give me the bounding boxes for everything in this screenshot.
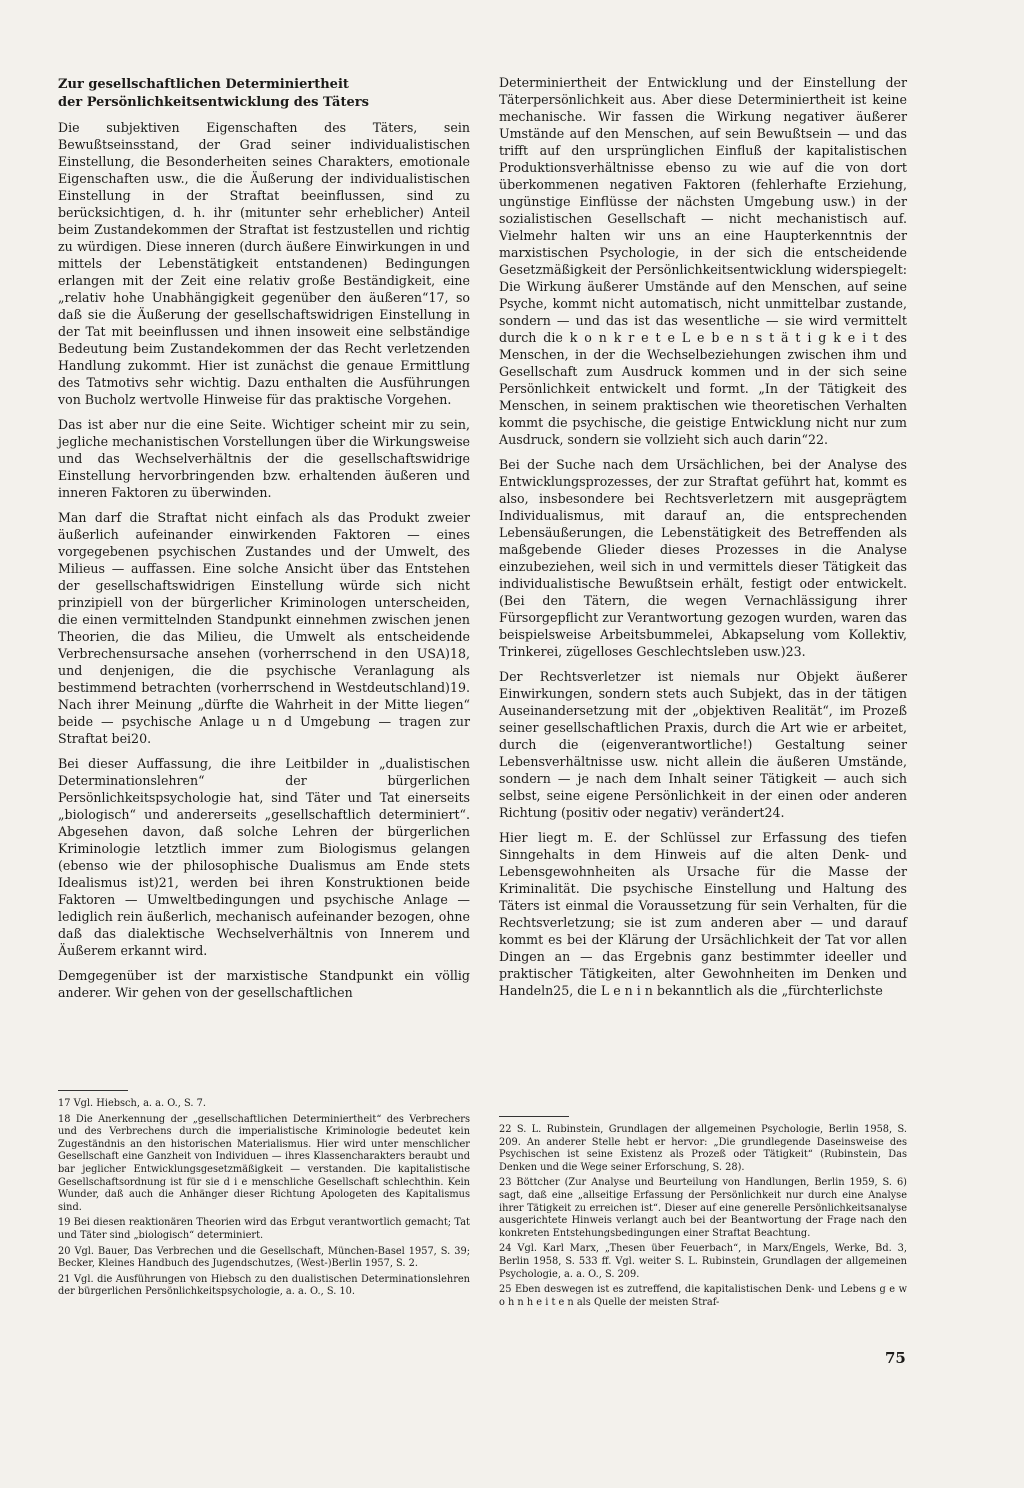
footnote: 19 Bei diesen reaktionären Theorien wird das Erbgut verantwortlich gemacht; Tat und Täter sind „biologisch“ determiniert.: [58, 1217, 470, 1241]
paragraph: Hier liegt m. E. der Schlüssel zur Erfassung des tiefen Sinngehalts in dem Hinweis auf die alten Denk- und Lebensgewohnheiten als Ursache für die Masse der Kriminalität. Die psychische Einstellung und Haltung des Täters ist einmal die Voraussetzung für sein Verhalten, für die Rechtsverletzung; sie ist zum anderen aber — und darauf kommt es bei der Klärung der Ursächlichkeit der Tat vor allen Dingen an — das Ergebnis ganz bestimmter ideeller und praktischer Tätigkeiten, alter Gewohnheiten im Denken und Handeln25, die L e n i n bekanntlich als die „fürchterlichste: [499, 830, 907, 998]
footnote: 17 Vgl. Hiebsch, a. a. O., S. 7.: [58, 1098, 206, 1109]
paragraph: Determiniertheit der Entwicklung und der Einstellung der Täterpersönlichkeit aus. Aber diese Determiniertheit ist keine mechanische. Wir fassen die Wirkung negativer äußerer Umstände auf den Menschen, auf sein Bewußtsein — und das trifft auf den ursprünglichen Einfluß der kapitalistischen Produktionsverhältnisse ebenso zu wie auf die von dort überkommenen negativen Faktoren (fehlerhafte Erziehung, ungünstige Einflüsse der nächsten Umgebung usw.) in der sozialistischen Gesellschaft — nicht mechanistisch auf. Vielmehr halten wir uns an eine Haupterkenntnis der marxistischen Psychologie, in der sich die entscheidende Gesetzmäßigkeit der Persönlichkeitsentwicklung widerspiegelt: Die Wirkung äußerer Umstände auf den Menschen, auf seine Psyche, kommt nicht automatisch, nicht unmittelbar zustande, sondern — und das ist das wesentliche — sie wird vermittelt durch die k o n k r e t e L e b e n s t ä t i g k e i t des Menschen, in der die Wechselbeziehungen zwischen ihm und Gesellschaft zum Ausdruck kommen und in der sich seine Persönlichkeit entwickelt und formt. „In der Tätigkeit des Menschen, in seinem praktischen wie theoretischen Verhalten kommt die psychische, die geistige Entwicklung nicht nur zum Ausdruck, sondern sie vollzieht sich auch darin“22.: [499, 75, 907, 447]
left-column: [58, 76, 470, 1009]
footnote: 24 Vgl. Karl Marx, „Thesen über Feuerbach“, in Marx/Engels, Werke, Bd. 3, Berlin 1958, S. 533 ff. Vgl. weiter S. L. Rubinstein, Grundlagen der allgemeinen Psychologie, a. a. O., S. 209.: [499, 1243, 907, 1280]
right-footnotes: [499, 1124, 907, 1312]
paragraph: Die subjektiven Eigenschaften des Täters, sein Bewußtseinsstand, der Grad seiner individualistischen Einstellung, die Besonderheiten seines Charakters, emotionale Eigenschaften usw., die die Äußerung der individualistischen Einstellung in der Straftat beeinflussen, sind zu berücksichtigen, d. h. ihr (mitunter sehr erheblicher) Anteil beim Zustandekommen der Straftat ist festzustellen und richtig zu würdigen. Diese inneren (durch äußere Einwirkungen in und mittels der Lebenstätigkeit entstandenen) Bedingungen erlangen mit der Zeit eine relativ große Beständigkeit, eine „relativ hohe Unabhängigkeit gegenüber den äußeren“17, so daß sie die Äußerung der gesellschaftswidrigen Einstellung in der Tat mit beeinflussen und ihnen insoweit eine selbständige Bedeutung beim Zustandekommen der das Recht verletzenden Handlung zukommt. Hier ist zunächst die genaue Ermittlung des Tatmotivs sehr wichtig. Dazu enthalten die Ausführungen von Bucholz wertvolle Hinweise für das praktische Vorgehen.: [58, 120, 470, 407]
paragraph: Der Rechtsverletzer ist niemals nur Objekt äußerer Einwirkungen, sondern stets auch Subjekt, das in der tätigen Auseinandersetzung mit der „objektiven Realität“, im Prozeß seiner gesellschaftlichen Praxis, durch die Art wie er arbeitet, durch die (eigenverantwortliche!) Gestaltung seiner Lebensverhältnisse usw. nicht allein die äußeren Umstände, sondern — je nach dem Inhalt seiner Tätigkeit — auch sich selbst, seine eigene Persönlichkeit in der einen oder anderen Richtung (positiv oder negativ) verändert24.: [499, 669, 907, 820]
footnote: 21 Vgl. die Ausführungen von Hiebsch zu den dualistischen Determinationslehren der bürgerlichen Persönlichkeitspsychologie, a. a. O., S. 10.: [58, 1273, 470, 1298]
footnote-divider: [499, 1116, 569, 1117]
paragraph: Man darf die Straftat nicht einfach als das Produkt zweier äußerlich aufeinander einwirkenden Faktoren — eines vorgegebenen psychischen Zustandes und der Umwelt, des Milieus — auffassen. Eine solche Ansicht über das Entstehen der gesellschaftswidrigen Einstellung würde sich nicht prinzipiell von der bürgerlicher Kriminologen unterscheiden, die einen vermittelnden Standpunkt einnehmen zwischen jenen Theorien, die das Milieu, die Umwelt als entscheidende Verbrechensursache ansehen (vorherrschend in den USA)18, und denjenigen, die die psychische Veranlagung als bestimmend betrachten (vorherrschend in Westdeutschland)19. Nach ihrer Meinung „dürfte die Wahrheit in der Mitte liegen“ beide — psychische Anlage u n d Umgebung — tragen zur Straftat bei20.: [58, 510, 470, 746]
paragraph: Bei dieser Auffassung, die ihre Leitbilder in „dualistischen Determinationslehren“ der bürgerlichen Persönlichkeitspsychologie hat, sind Täter und Tat einerseits „biologisch“ und andererseits „gesellschaftlich determiniert“. Abgesehen davon, daß solche Lehren der bürgerlichen Kriminologie letztlich immer zum Biologismus gelangen (ebenso wie der philosophische Dualismus am Ende stets Idealismus ist)21, werden bei ihren Konstruktionen beide Faktoren — Umweltbedingungen und psychische Anlage — lediglich rein äußerlich, mechanisch aufeinander bezogen, ohne daß das dialektische Wechselverhältnis von Innerem und Äußerem erkannt wird.: [58, 756, 470, 958]
footnote: 20 Vgl. Bauer, Das Verbrechen und die Gesellschaft, München-Basel 1957, S. 39; Becker, Kleines Handbuch des Jugendschutzes, (West-)Berlin 1957, S. 2.: [58, 1245, 470, 1270]
footnote-divider: [58, 1090, 128, 1091]
right-column: [499, 74, 907, 1007]
paragraph: Bei der Suche nach dem Ursächlichen, bei der Analyse des Entwicklungsprozesses, der zur Straftat geführt hat, kommt es also, insbesondere bei Rechtsverletzern mit ausgeprägtem Individualismus, mit darauf an, die entsprechenden Lebensäußerungen, die Lebenstätigkeit des Betreffenden als maßgebende Glieder dieses Prozesses in die Analyse einzubeziehen, weil sich in und vermittels dieser Tätigkeit das individualistische Bewußtsein erhält, festigt oder entwickelt. (Bei den Tätern, die wegen Vernachlässigung ihrer Fürsorgepflicht zur Verantwortung gezogen wurden, waren das beispielsweise Arbeitsbummelei, Abkapselung vom Kollektiv, Trinkerei, zügelloses Geschlechtsleben usw.)23.: [499, 457, 907, 659]
left-footnotes: [58, 1098, 470, 1302]
footnote: 25 Eben deswegen ist es zutreffend, die kapitalistischen Denk- und Lebens g e w o h n h e i t e n als Quelle der meisten Straf-: [499, 1284, 907, 1308]
paragraph: Demgegenüber ist der marxistische Standpunkt ein völlig anderer. Wir gehen von der gesellschaftlichen: [58, 968, 470, 1000]
footnote: 22 S. L. Rubinstein, Grundlagen der allgemeinen Psychologie, Berlin 1958, S. 209. An anderer Stelle hebt er hervor: „Die grundlegende Daseinsweise des Psychischen ist seine Existenz als Prozeß oder Tätigkeit“ (Rubinstein, Das Denken und die Wege seiner Erforschung, S. 28).: [499, 1124, 907, 1173]
heading-line-2: der Persönlichkeitsentwicklung des Täters: [58, 94, 369, 110]
footnote: 23 Böttcher (Zur Analyse und Beurteilung von Handlungen, Berlin 1959, S. 6) sagt, daß eine „allseitige Erfassung der Persönlichkeit nur durch eine Analyse ihrer Tätigkeit zu erreichen ist“. Dieser auf eine generelle Persönlichkeitsanalyse ausgerichtete Hinweis verlangt auch bei der Beantwortung der Frage nach den konkreten Entstehungsbedingungen einer Straftat Beachtung.: [499, 1177, 907, 1239]
section-heading: [58, 76, 470, 111]
heading-line-1: Zur gesellschaftlichen Determiniertheit: [58, 77, 349, 92]
paragraph: Das ist aber nur die eine Seite. Wichtiger scheint mir zu sein, jegliche mechanistischen Vorstellungen über die Wirkungsweise und das Wechselverhältnis der die gesellschaftswidrige Einstellung hervorbringenden bzw. erhaltenden äußeren und inneren Faktoren zu überwinden.: [58, 417, 470, 500]
footnote: 18 Die Anerkennung der „gesellschaftlichen Determiniertheit“ des Verbrechers und des Verbrechens durch die imperialistische Kriminologie bedeutet kein Zugeständnis an den historischen Materialismus. Hier wird unter menschlicher Gesellschaft eine Ganzheit von Individuen — ihres Klassencharakters beraubt und bar jeglicher Entwicklungsgesetzmäßigkeit — verstanden. Die kapitalistische Gesellschaftsordnung ist für sie d i e menschliche Gesellschaft schlechthin. Kein Wunder, daß auch die Anhänger dieser Richtung Apologeten des Kapitalismus sind.: [58, 1113, 470, 1213]
page-number: 75: [885, 1349, 906, 1367]
